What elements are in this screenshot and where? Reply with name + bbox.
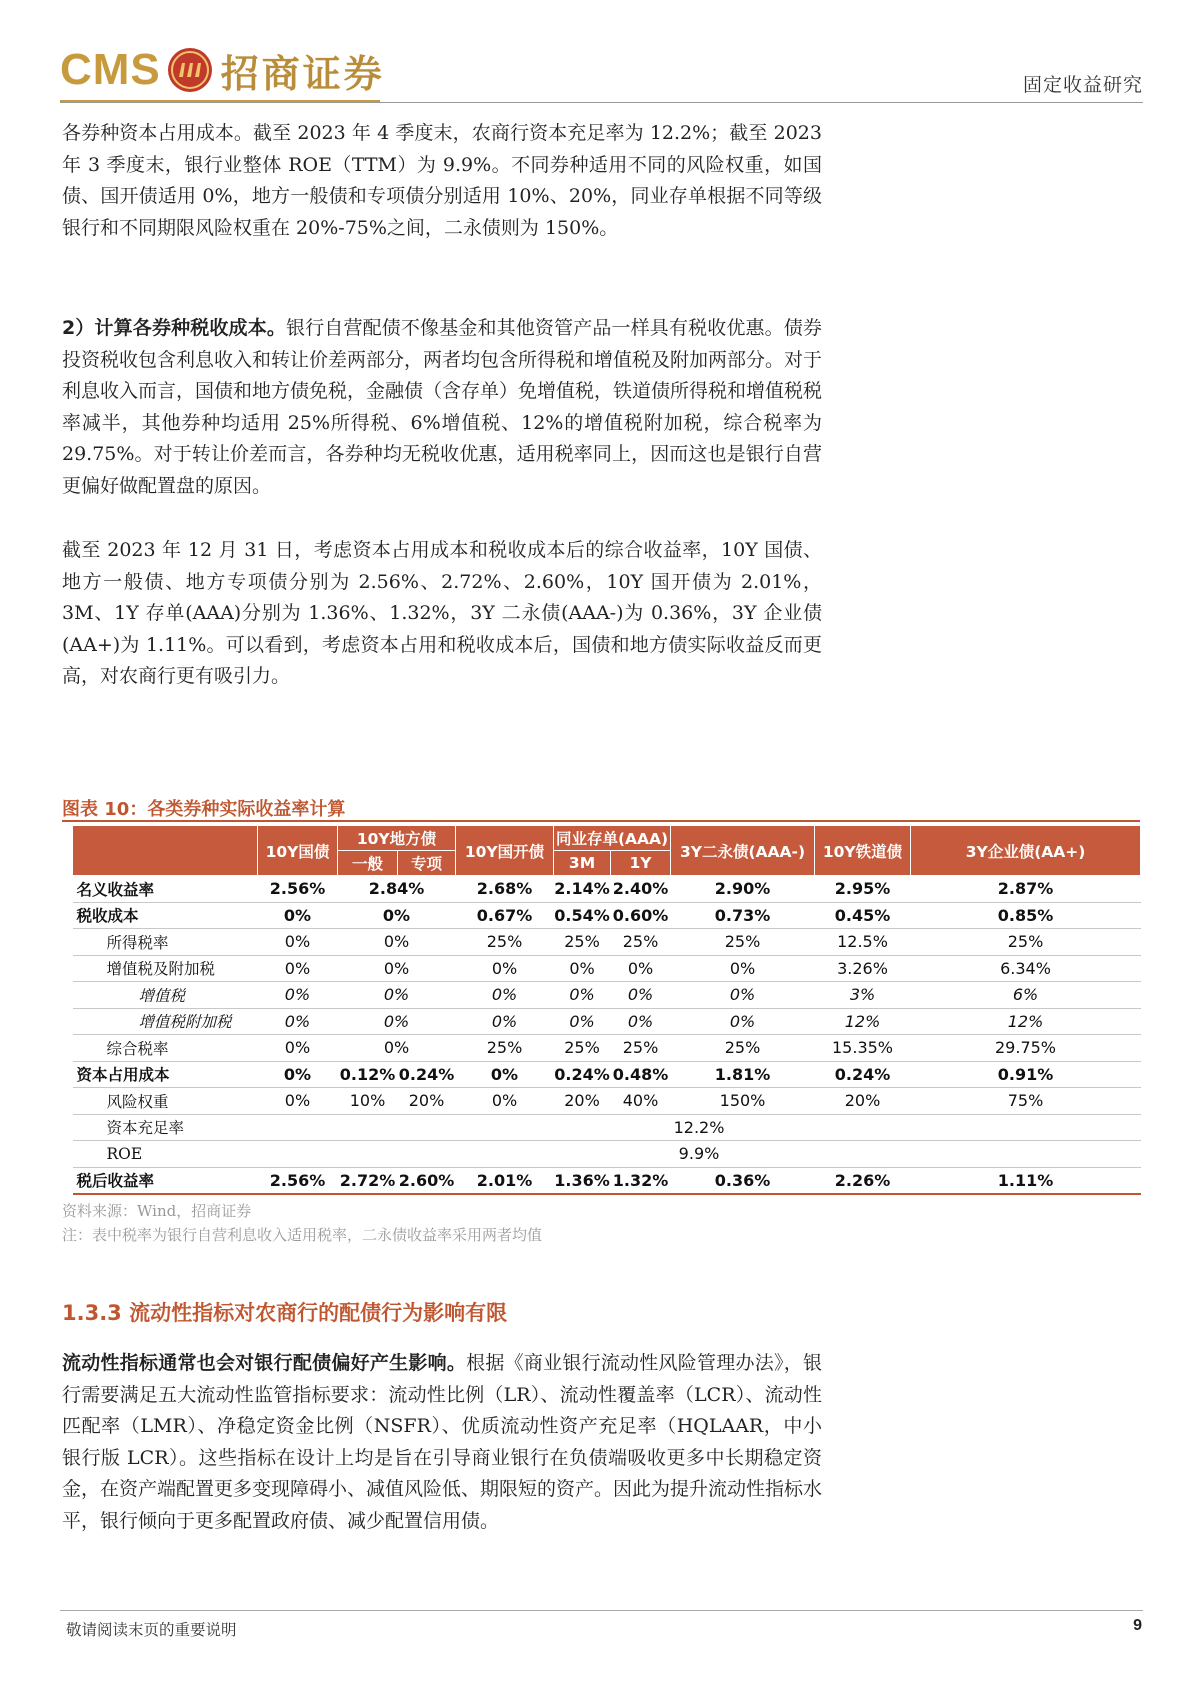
- figure-source: 资料来源：Wind，招商证券: [62, 1202, 252, 1220]
- table-cell: 6%: [911, 982, 1141, 1009]
- table-cell: 2.72%: [338, 1167, 398, 1194]
- table-cell: 20%: [398, 1088, 456, 1115]
- table-cell: 0%: [611, 955, 671, 982]
- paragraph-yield-summary: 截至 2023 年 12 月 31 日，考虑资本占用成本和税收成本后的综合收益率，10Y 国债、地方一般债、地方专项债分别为 2.56%、2.72%、2.60%，10Y 国开债为 2.01%，3M、1Y 存单(AAA)分别为 1.36%、1.32%，3Y 二永债(AAA-)为 0.36%，3Y 企业债(AA+)为 1.11%。可以看到，考虑资本占用和税收成本后，国债和地方债实际收益反而更高，对农商行更有吸引力。: [62, 539, 822, 687]
- table-cell: 0%: [671, 982, 815, 1009]
- table-cell: 2.56%: [258, 876, 338, 903]
- table-cell: 0%: [258, 982, 338, 1009]
- table-row: [73, 1114, 1141, 1141]
- table-cell: 0%: [456, 1061, 554, 1088]
- paragraph-tax-cost: [62, 313, 822, 502]
- table-row: [73, 929, 1141, 956]
- table-cell: 0%: [456, 982, 554, 1009]
- table-cell: 2.26%: [815, 1167, 911, 1194]
- table-cell: 2.60%: [398, 1167, 456, 1194]
- table-row: [73, 955, 1141, 982]
- table-cell: 12%: [815, 1008, 911, 1035]
- table-cell: 75%: [911, 1088, 1141, 1115]
- table-cell: 0%: [338, 1008, 456, 1035]
- header-ncd: 同业存单(AAA): [554, 826, 671, 851]
- header-10y-gov: 10Y国债: [258, 826, 338, 876]
- table-cell: 40%: [611, 1088, 671, 1115]
- header-local-special: 专项: [398, 851, 456, 876]
- table-row: [73, 1167, 1141, 1194]
- table-cell: 12%: [911, 1008, 1141, 1035]
- header-3y-perp: 3Y二永债(AAA-): [671, 826, 815, 876]
- row-label: 综合税率: [73, 1035, 258, 1062]
- table-cell: 12.5%: [815, 929, 911, 956]
- table-cell: 0%: [671, 1008, 815, 1035]
- table-cell: 0%: [554, 982, 611, 1009]
- table-cell: 0%: [258, 1061, 338, 1088]
- logo-emblem-icon: [167, 47, 213, 93]
- row-label: ROE: [73, 1141, 258, 1168]
- row-label: 名义收益率: [73, 876, 258, 903]
- table-cell: 0%: [258, 955, 338, 982]
- page-number: 9: [1133, 1617, 1142, 1634]
- table-cell: 2.90%: [671, 876, 815, 903]
- table-cell: 0.45%: [815, 902, 911, 929]
- header-10y-local: 10Y地方债: [338, 826, 456, 851]
- table-cell: 20%: [554, 1088, 611, 1115]
- table-cell: 0%: [258, 902, 338, 929]
- table-row: [73, 1035, 1141, 1062]
- table-cell: 0.85%: [911, 902, 1141, 929]
- row-label: 增值税: [73, 982, 258, 1009]
- row-label: 所得税率: [73, 929, 258, 956]
- table-cell: 0.54%: [554, 902, 611, 929]
- table-cell: 2.14%: [554, 876, 611, 903]
- table-cell: 3.26%: [815, 955, 911, 982]
- table-cell: 2.68%: [456, 876, 554, 903]
- table-cell: 20%: [815, 1088, 911, 1115]
- table-cell: 0%: [611, 1008, 671, 1035]
- figure-top-rule: [62, 820, 1140, 822]
- table-cell: 0%: [258, 1008, 338, 1035]
- footer-disclaimer: 敬请阅读末页的重要说明: [66, 1621, 237, 1639]
- header-10y-rail: 10Y铁道债: [815, 826, 911, 876]
- table-cell: 0%: [338, 902, 456, 929]
- table-cell: 9.9%: [258, 1141, 1141, 1168]
- table-cell: 0%: [611, 982, 671, 1009]
- table-cell: 0%: [554, 1008, 611, 1035]
- figure-title: 图表 10：各类券种实际收益率计算: [62, 799, 346, 820]
- table-cell: 2.56%: [258, 1167, 338, 1194]
- table-cell: 29.75%: [911, 1035, 1141, 1062]
- table-cell: 0%: [338, 1035, 456, 1062]
- table-cell: 10%: [338, 1088, 398, 1115]
- table-cell: 0.24%: [398, 1061, 456, 1088]
- table-cell: 25%: [671, 1035, 815, 1062]
- table-cell: 1.32%: [611, 1167, 671, 1194]
- table-row: [73, 1141, 1141, 1168]
- table-row: [73, 902, 1141, 929]
- table-row: [73, 1088, 1141, 1115]
- table-row: [73, 1008, 1141, 1035]
- header-rule: [60, 102, 1143, 103]
- table-cell: 0.48%: [611, 1061, 671, 1088]
- paragraph-liquidity-lead: 流动性指标通常也会对银行配债偏好产生影响。: [62, 1352, 467, 1374]
- page-header: [60, 40, 1143, 110]
- table-cell: 25%: [671, 929, 815, 956]
- table-cell: 0%: [456, 1008, 554, 1035]
- row-label: 风险权重: [73, 1088, 258, 1115]
- table-cell: 0%: [338, 955, 456, 982]
- table-cell: 1.36%: [554, 1167, 611, 1194]
- table-cell: 0%: [554, 955, 611, 982]
- table-cell: 6.34%: [911, 955, 1141, 982]
- section-heading: 1.3.3 流动性指标对农商行的配债行为影响有限: [62, 1301, 508, 1325]
- header-local-general: 一般: [338, 851, 398, 876]
- paragraph-capital-cost: 各券种资本占用成本。截至 2023 年 4 季度末，农商行资本充足率为 12.2%；截至 2023 年 3 季度末，银行业整体 ROE（TTM）为 9.9%。不同券种适用不同的风险权重，如国债、国开债适用 0%，地方一般债和专项债分别适用 10%、20%，同业存单根据不同等级银行和不同期限风险权重在 20%-75%之间，二永债则为 150%。: [62, 122, 822, 239]
- table-cell: 25%: [554, 929, 611, 956]
- table-cell: 25%: [911, 929, 1141, 956]
- table-cell: 2.40%: [611, 876, 671, 903]
- table-cell: 25%: [611, 1035, 671, 1062]
- header-10y-cdb: 10Y国开债: [456, 826, 554, 876]
- table-cell: 25%: [456, 929, 554, 956]
- table-cell: 0%: [456, 955, 554, 982]
- table-row: [73, 876, 1141, 903]
- table-cell: 1.11%: [911, 1167, 1141, 1194]
- table-cell: 0%: [338, 929, 456, 956]
- yield-table: [72, 825, 1141, 1195]
- paragraph-liquidity-body: 根据《商业银行流动性风险管理办法》，银行需要满足五大流动性监管指标要求：流动性比例（LR）、流动性覆盖率（LCR）、流动性匹配率（LMR）、净稳定资金比例（NSFR）、优质流动性资产充足率（HQLAAR，中小银行版 LCR）。这些指标在设计上均是旨在引导商业银行在负债端吸收更多中长期稳定资金，在资产端配置更多变现障碍小、减值风险低、期限短的资产。因此为提升流动性指标水平，银行倾向于更多配置政府债、减少配置信用债。: [62, 1352, 823, 1532]
- table-cell: 25%: [554, 1035, 611, 1062]
- table-cell: 2.87%: [911, 876, 1141, 903]
- table-cell: 0%: [338, 982, 456, 1009]
- paragraph-tax-body: 银行自营配债不像基金和其他资管产品一样具有税收优惠。债券投资税收包含利息收入和转让价差两部分，两者均包含所得税和增值税及附加两部分。对于利息收入而言，国债和地方债免税，金融债（含存单）免增值税，铁道债所得税和增值税税率减半，其他券种均适用 25%所得税、6%增值税、12%的增值税附加税，综合税率为 29.75%。对于转让价差而言，各券种均无税收优惠，适用税率同上，因而这也是银行自营更偏好做配置盘的原因。: [62, 317, 823, 497]
- table-cell: 0.91%: [911, 1061, 1141, 1088]
- figure-note: 注：表中税率为银行自营利息收入适用税率，二永债收益率采用两者均值: [62, 1226, 543, 1244]
- header-3y-corp: 3Y企业债(AA+): [911, 826, 1141, 876]
- table-cell: 150%: [671, 1088, 815, 1115]
- table-cell: 0.12%: [338, 1061, 398, 1088]
- footer-rule: [60, 1610, 1143, 1611]
- table-cell: 0%: [456, 1088, 554, 1115]
- table-cell: 0%: [258, 1088, 338, 1115]
- table-cell: 1.81%: [671, 1061, 815, 1088]
- table-cell: 0%: [258, 929, 338, 956]
- table-cell: 12.2%: [258, 1114, 1141, 1141]
- row-label: 税后收益率: [73, 1167, 258, 1194]
- table-cell: 0.60%: [611, 902, 671, 929]
- table-cell: 0.67%: [456, 902, 554, 929]
- table-cell: 0.24%: [815, 1061, 911, 1088]
- table-cell: 0%: [671, 955, 815, 982]
- header-ncd-3m: 3M: [554, 851, 611, 876]
- table-cell: 0%: [258, 1035, 338, 1062]
- table-cell: 3%: [815, 982, 911, 1009]
- logo-text: CMS: [60, 45, 161, 94]
- paragraph-liquidity: [62, 1348, 822, 1537]
- table-cell: 2.01%: [456, 1167, 554, 1194]
- table-cell: 2.84%: [338, 876, 456, 903]
- row-label: 增值税及附加税: [73, 955, 258, 982]
- report-category: 固定收益研究: [1022, 74, 1143, 96]
- paragraph-tax-lead: 2）计算各券种税收成本。: [62, 317, 286, 339]
- header-ncd-1y: 1Y: [611, 851, 671, 876]
- table-row: [73, 982, 1141, 1009]
- table-corner: [73, 826, 258, 876]
- table-cell: 25%: [456, 1035, 554, 1062]
- company-logo: [60, 44, 385, 96]
- table-row: [73, 1061, 1141, 1088]
- row-label: 税收成本: [73, 902, 258, 929]
- table-cell: 25%: [611, 929, 671, 956]
- row-label: 增值税附加税: [73, 1008, 258, 1035]
- row-label: 资本占用成本: [73, 1061, 258, 1088]
- table-cell: 2.95%: [815, 876, 911, 903]
- logo-chinese-name: 招商证券: [220, 51, 385, 96]
- table-cell: 0.36%: [671, 1167, 815, 1194]
- table-cell: 15.35%: [815, 1035, 911, 1062]
- table-cell: 0.24%: [554, 1061, 611, 1088]
- table-cell: 0.73%: [671, 902, 815, 929]
- row-label: 资本充足率: [73, 1114, 258, 1141]
